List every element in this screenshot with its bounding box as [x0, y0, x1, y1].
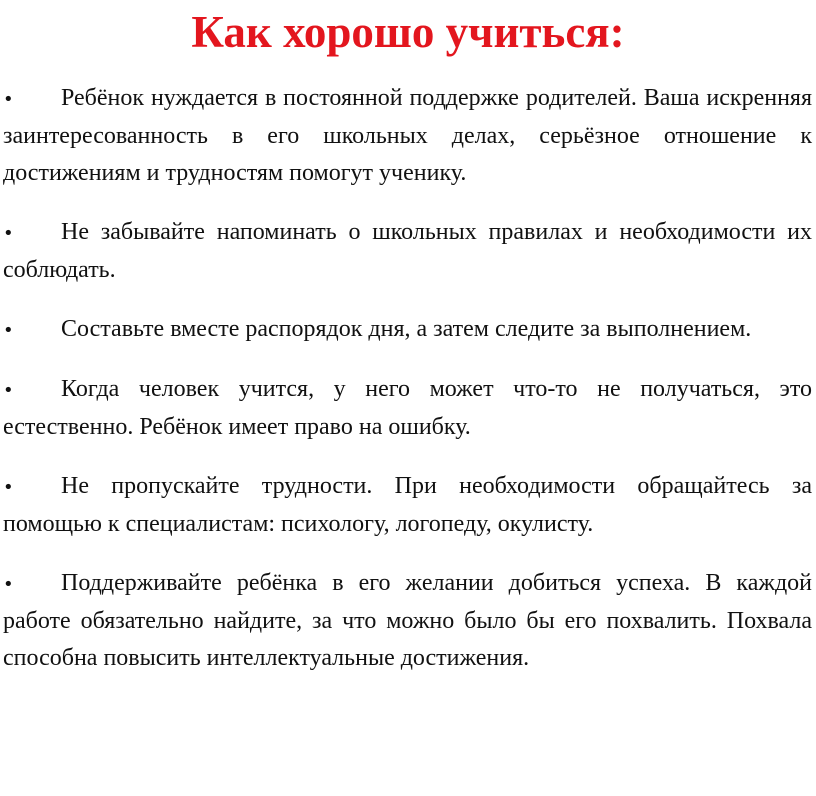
bullet-icon: •	[3, 320, 14, 341]
bullet-icon: •	[3, 380, 14, 401]
list-item-text: Составьте вместе распорядок дня, а затем следите за выполнением.	[61, 316, 752, 342]
bullet-icon: •	[3, 223, 14, 244]
list-item-text: Когда человек учится, у него может что-то не получаться, это естественно. Ребёнок имеет право на ошибку.	[3, 376, 812, 440]
list-item	[3, 565, 812, 677]
list-item-text: Не забывайте напоминать о школьных правилах и необходимости их соблюдать.	[3, 219, 812, 283]
list-item-text: Не пропускайте трудности. При необходимости обращайтесь за помощью к специалистам: психологу, логопеду, окулисту.	[3, 473, 812, 537]
bullet-icon: •	[3, 574, 14, 595]
bullet-icon: •	[3, 89, 14, 110]
list-item	[3, 311, 812, 349]
list-item	[3, 80, 812, 192]
page-title: Как хорошо учиться:	[191, 7, 625, 57]
bullet-icon: •	[3, 477, 14, 498]
advice-list	[3, 80, 812, 699]
list-item	[3, 214, 812, 289]
list-item	[3, 371, 812, 446]
list-item-text: Ребёнок нуждается в постоянной поддержке родителей. Ваша искренняя заинтересованность в его школьных делах, серьёзное отношение к достижениям и трудностям помогут ученику.	[3, 85, 812, 186]
list-item-text: Поддерживайте ребёнка в его желании добиться успеха. В каждой работе обязательно найдите, за что можно было бы его похвалить. Похвала способна повысить интеллектуальные достижения.	[3, 570, 812, 671]
list-item	[3, 468, 812, 543]
